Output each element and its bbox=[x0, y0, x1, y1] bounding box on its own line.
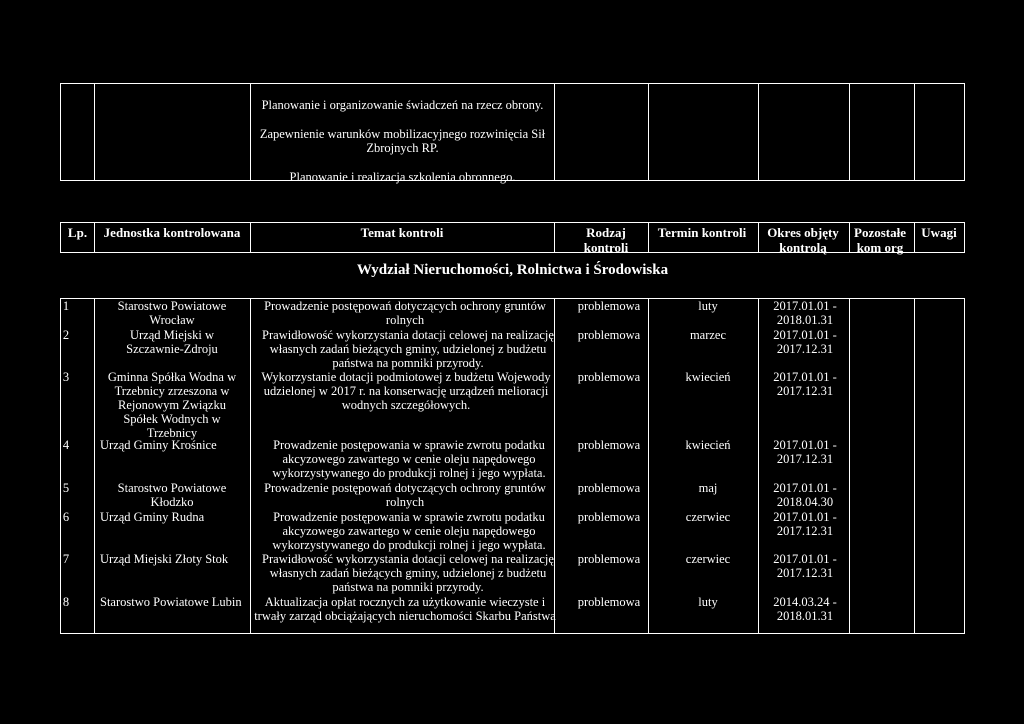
row-3-unit: Gminna Spółka Wodna w Trzebnicy zrzeszona w Rejonowym Związku Spółek Wodnych w Trzebnicy bbox=[107, 370, 237, 440]
row-3-period: 2017.01.01 - 2017.12.31 bbox=[773, 370, 837, 398]
row-5-date: maj bbox=[698, 481, 718, 495]
row-8-type: problemowa bbox=[577, 595, 641, 609]
row-8-date: luty bbox=[698, 595, 718, 609]
row-2-topic: Prawidłowość wykorzystania dotacji celowej na realizację własnych zadań bieżących gminy, udzielonej z budżetu państwa na pomniki przyrody. bbox=[262, 328, 554, 370]
header-unit: Jednostka kontrolowana bbox=[103, 225, 241, 240]
header-date: Termin kontroli bbox=[657, 225, 747, 240]
header-other: Pozostałe kom org bbox=[854, 225, 906, 255]
row-5-unit: Starostwo Powiatowe Kłodzko bbox=[117, 481, 227, 509]
row-3-type: problemowa bbox=[577, 370, 641, 384]
row-5-lp: 5 bbox=[62, 481, 70, 495]
section-title: Wydział Nieruchomości, Rolnictwa i Środowiska bbox=[356, 262, 669, 278]
row-1-date: luty bbox=[698, 299, 718, 313]
row-3-topic: Wykorzystanie dotacji podmiotowej z budżetu Wojewody udzielonej w 2017 r. na konserwację urządzeń melioracji wodnych szczegółowych. bbox=[261, 370, 551, 412]
row-1-lp: 1 bbox=[62, 299, 70, 313]
row-7-date: czerwiec bbox=[685, 552, 731, 566]
row-1-unit: Starostwo Powiatowe Wrocław bbox=[117, 299, 227, 327]
row-2-unit: Urząd Miejski w Szczawnie-Zdroju bbox=[126, 328, 218, 356]
row-5-period: 2017.01.01 - 2018.04.30 bbox=[773, 481, 837, 509]
row-7-unit: Urząd Miejski Złoty Stok bbox=[100, 552, 229, 566]
row-4-unit: Urząd Gminy Krośnice bbox=[100, 438, 217, 452]
row-1-topic: Prowadzenie postępowań dotyczących ochrony gruntów rolnych bbox=[264, 299, 546, 327]
row-4-date: kwiecień bbox=[685, 438, 731, 452]
header-type: Rodzaj kontroli bbox=[583, 225, 629, 255]
top-block-line-1: Planowanie i organizowanie świadczeń na rzecz obrony. bbox=[261, 98, 544, 112]
header-topic: Temat kontroli bbox=[360, 225, 444, 240]
row-7-lp: 7 bbox=[62, 552, 70, 566]
row-4-topic: Prowadzenie postępowania w sprawie zwrotu podatku akcyzowego zawartego w cenie oleju napędowego wykorzystywanego do produkcji rolnej i jego wypłata. bbox=[272, 438, 546, 480]
row-2-date: marzec bbox=[689, 328, 727, 342]
row-8-unit: Starostwo Powiatowe Lubin bbox=[100, 595, 242, 609]
row-1-type: problemowa bbox=[577, 299, 641, 313]
top-block-line-3: Planowanie i realizacja szkolenia obronnego. bbox=[289, 170, 516, 184]
header-lp: Lp. bbox=[67, 225, 88, 240]
row-3-lp: 3 bbox=[62, 370, 70, 384]
header-period: Okres objęty kontrolą bbox=[767, 225, 839, 255]
row-4-lp: 4 bbox=[62, 438, 70, 452]
row-6-period: 2017.01.01 - 2017.12.31 bbox=[773, 510, 837, 538]
row-4-period: 2017.01.01 - 2017.12.31 bbox=[773, 438, 837, 466]
row-3-date: kwiecień bbox=[685, 370, 731, 384]
row-5-type: problemowa bbox=[577, 481, 641, 495]
row-1-period: 2017.01.01 - 2018.01.31 bbox=[773, 299, 837, 327]
row-8-lp: 8 bbox=[62, 595, 70, 609]
row-6-type: problemowa bbox=[577, 510, 641, 524]
row-7-type: problemowa bbox=[577, 552, 641, 566]
row-7-topic: Prawidłowość wykorzystania dotacji celowej na realizację własnych zadań bieżących gminy, udzielonej z budżetu państwa na pomniki przyrody. bbox=[262, 552, 554, 594]
row-2-lp: 2 bbox=[62, 328, 70, 342]
row-2-period: 2017.01.01 - 2017.12.31 bbox=[773, 328, 837, 356]
header-notes: Uwagi bbox=[921, 225, 957, 240]
row-4-type: problemowa bbox=[577, 438, 641, 452]
row-6-lp: 6 bbox=[62, 510, 70, 524]
row-8-topic: Aktualizacja opłat rocznych za użytkowanie wieczyste i trwały zarząd obciążających nieruchomości Skarbu Państwa bbox=[254, 595, 556, 623]
top-block-line-2: Zapewnienie warunków mobilizacyjnego rozwinięcia Sił Zbrojnych RP. bbox=[259, 127, 546, 155]
row-7-period: 2017.01.01 - 2017.12.31 bbox=[773, 552, 837, 580]
row-8-period: 2014.03.24 - 2018.01.31 bbox=[773, 595, 837, 623]
row-5-topic: Prowadzenie postępowań dotyczących ochrony gruntów rolnych bbox=[264, 481, 546, 509]
row-2-type: problemowa bbox=[577, 328, 641, 342]
row-6-date: czerwiec bbox=[685, 510, 731, 524]
row-6-unit: Urząd Gminy Rudna bbox=[100, 510, 205, 524]
row-6-topic: Prowadzenie postępowania w sprawie zwrotu podatku akcyzowego zawartego w cenie oleju napędowego wykorzystywanego do produkcji rolnej i jego wypłata. bbox=[272, 510, 546, 552]
